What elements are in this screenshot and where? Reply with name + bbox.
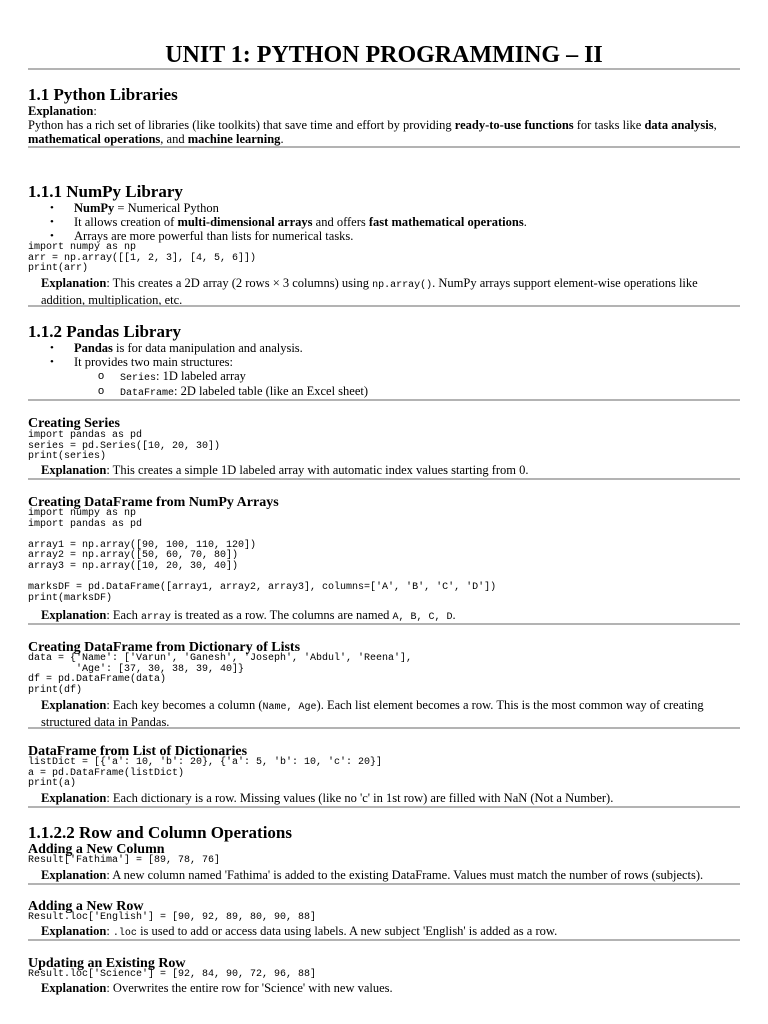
divider	[28, 727, 740, 729]
divider	[28, 939, 740, 941]
numpy-bullet-2: It allows creation of multi-dimensional arrays and offers fast mathematical operations.	[74, 215, 527, 229]
dataframe-dict-explanation: Explanation: Each key becomes a column (Name, Age). Each list element becomes a row. This is the most common way of creating structured data in Pandas.	[41, 698, 704, 729]
numpy-bullet-3: Arrays are more powerful than lists for numerical tasks.	[74, 229, 354, 243]
pandas-bullet-1: Pandas is for data manipulation and analysis.	[74, 341, 303, 355]
divider	[28, 623, 740, 625]
series-explanation: Explanation: This creates a simple 1D labeled array with automatic index values starting from 0.	[41, 463, 529, 477]
add-column-explanation: Explanation: A new column named 'Fathima' is added to the existing DataFrame. Values must match the number of rows (subjects).	[41, 868, 704, 882]
add-row-explanation: Explanation: .loc is used to add or access data using labels. A new subject 'English' is added as a row.	[41, 924, 558, 939]
update-row-explanation: Explanation: Overwrites the entire row for 'Science' with new values.	[41, 981, 393, 995]
numpy-explanation: Explanation: This creates a 2D array (2 rows × 3 columns) using np.array(). NumPy arrays support element-wise operations like addition, multiplication, etc.	[41, 276, 698, 307]
dataframe-numpy-explanation: Explanation: Each array is treated as a row. The columns are named A, B, C, D.	[41, 608, 456, 623]
page-title: UNIT 1: PYTHON PROGRAMMING – II	[165, 42, 603, 68]
pandas-bullet-2: It provides two main structures:	[74, 355, 233, 369]
sub-bullet-icon: o	[98, 385, 105, 397]
subheading-adding-row: Adding a New Row	[28, 899, 144, 914]
pandas-sub-bullet-series: Series: 1D labeled array	[120, 369, 246, 384]
code-block-dataframe-numpy: import numpy as np import pandas as pd array1 = np.array([90, 100, 110, 120]) array2 = np.array([50, 60, 70, 80]) array3 = np.array([10, 20, 30, 40]) marksDF = pd.DataFrame([array1, array2, array3], columns=['A', 'B', 'C', 'D']) print(marksDF)	[28, 508, 497, 604]
divider	[28, 399, 740, 401]
sub-bullet-icon: o	[98, 370, 105, 382]
bullet-icon: •	[50, 342, 54, 354]
code-block-update-row: Result.loc['Science'] = [92, 84, 90, 72, 96, 88]	[28, 969, 317, 980]
subheading-updating-row: Updating an Existing Row	[28, 956, 186, 971]
dataframe-list-explanation: Explanation: Each dictionary is a row. Missing values (like no 'c' in 1st row) are filled with NaN (Not a Number).	[41, 791, 614, 805]
section-heading-numpy: 1.1.1 NumPy Library	[28, 182, 183, 201]
subheading-dataframe-numpy: Creating DataFrame from NumPy Arrays	[28, 495, 279, 510]
divider	[28, 806, 740, 808]
explanation-label: Explanation:	[28, 104, 97, 118]
bullet-icon: •	[50, 230, 54, 242]
code-block-dataframe-dict: data = {'Name': ['Varun', 'Ganesh', 'Joseph', 'Abdul', 'Reena'], 'Age': [37, 30, 38, 39, 40]} df = pd.DataFrame(data) print(df)	[28, 653, 413, 696]
bullet-icon: •	[50, 216, 54, 228]
divider	[28, 883, 740, 885]
subheading-creating-series: Creating Series	[28, 416, 120, 431]
code-block-series: import pandas as pd series = pd.Series([10, 20, 30]) print(series)	[28, 430, 221, 463]
subheading-adding-column: Adding a New Column	[28, 842, 165, 857]
code-block-numpy: import numpy as np arr = np.array([[1, 2, 3], [4, 5, 6]]) print(arr)	[28, 242, 257, 275]
code-block-add-row: Result.loc['English'] = [90, 92, 89, 80, 90, 88]	[28, 912, 317, 923]
code-block-add-column: Result['Fathima'] = [89, 78, 76]	[28, 855, 221, 866]
subheading-dataframe-dict: Creating DataFrame from Dictionary of Lists	[28, 640, 301, 655]
section-heading-pandas: 1.1.2 Pandas Library	[28, 322, 182, 341]
numpy-bullet-1: NumPy = Numerical Python	[74, 201, 219, 215]
section-heading-python-libraries: 1.1 Python Libraries	[28, 85, 178, 104]
code-block-dataframe-list: listDict = [{'a': 10, 'b': 20}, {'a': 5, 'b': 10, 'c': 20}] a = pd.DataFrame(listDict) print(a)	[28, 757, 383, 790]
divider	[28, 68, 740, 70]
bullet-icon: •	[50, 202, 54, 214]
divider	[28, 478, 740, 480]
section-heading-row-column-ops: 1.1.2.2 Row and Column Operations	[28, 823, 293, 842]
bullet-icon: •	[50, 356, 54, 368]
subheading-dataframe-list: DataFrame from List of Dictionaries	[28, 744, 248, 759]
libraries-paragraph: Python has a rich set of libraries (like toolkits) that save time and effort by providing ready-to-use functions for tasks like data analysis, mathematical operations, and machine learning.	[28, 118, 717, 146]
divider	[28, 305, 740, 307]
divider	[28, 146, 740, 148]
pandas-sub-bullet-dataframe: DataFrame: 2D labeled table (like an Excel sheet)	[120, 384, 369, 399]
